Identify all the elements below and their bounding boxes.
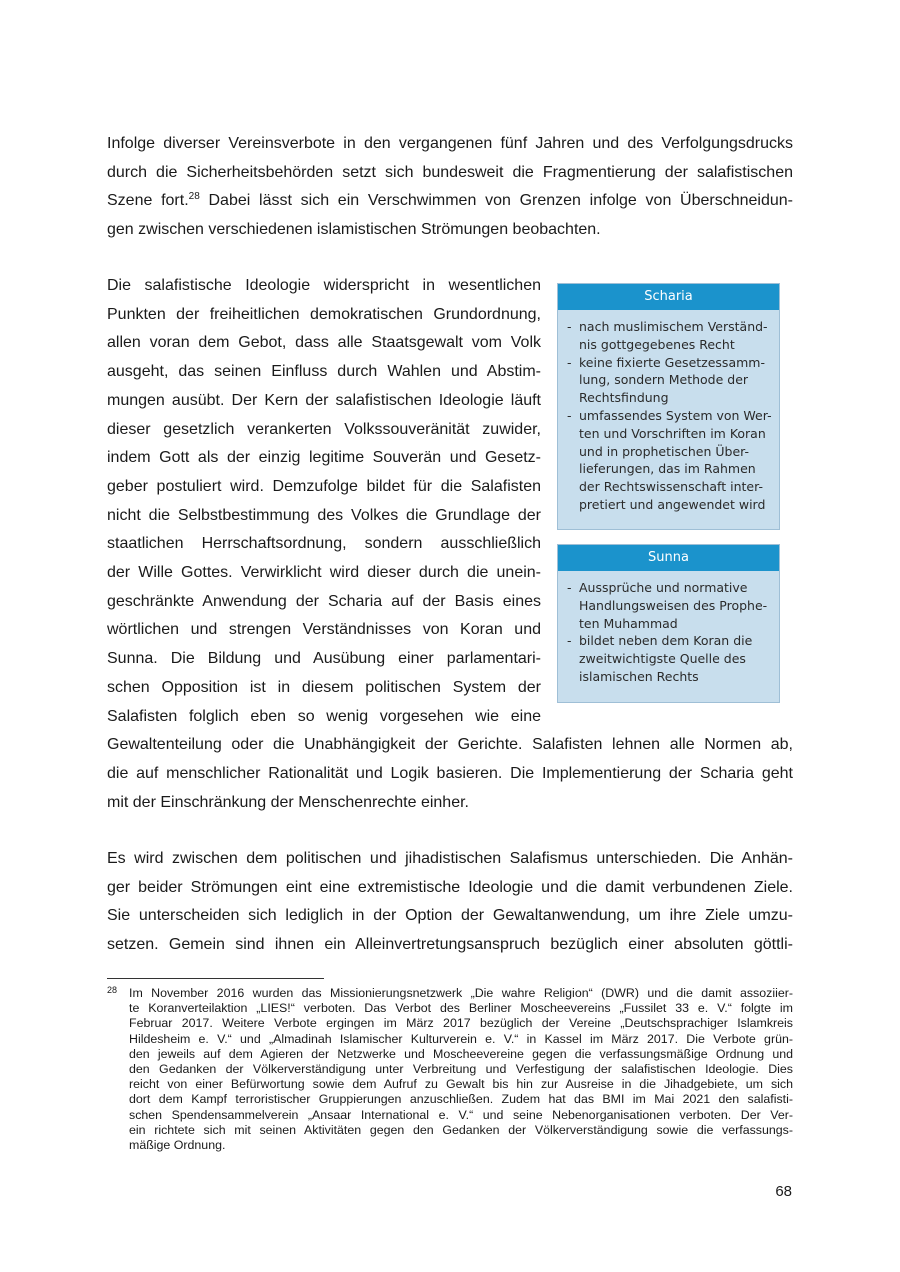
text-line: setzen. Gemein sind ihnen ein Alleinvertretungsanspruch bezüglich einer absoluten göttli- [107, 936, 793, 954]
page-number: 68 [775, 1183, 792, 1200]
text-line: nicht die Selbstbestimmung des Volkes die Grundlage der [107, 506, 541, 524]
footnote-separator [107, 978, 324, 979]
infobox-scharia [557, 283, 780, 530]
infobox-sunna [557, 544, 780, 703]
text-line: durch die Sicherheitsbehörden setzt sich bundesweit die Fragmentierung der salafistischen [107, 163, 793, 181]
text-line: mungen ausübt. Der Kern der salafistischen Ideologie läuft [107, 391, 541, 409]
list-item: - Aussprüche und normative Handlungsweisen des Prophe- ten Muhammad [566, 579, 773, 632]
paragraph-fragmentierung [107, 130, 793, 245]
text-line: staatlichen Herrschaftsordnung, sondern ausschließlich [107, 535, 541, 553]
text-line: schen Opposition ist in diesem politischen System der [107, 678, 541, 696]
list-item: - umfassendes System von Wer- ten und Vorschriften im Koran und in prophetischen Über- lieferungen, das im Rahmen der Rechtswissenschaft inter- pretiert und angewendet wird [566, 407, 773, 514]
text-line: Punkten der freiheitlichen demokratischen Grundordnung, [107, 305, 541, 323]
list-item: - nach muslimischem Verständ- nis gottgegebenes Recht [566, 318, 773, 354]
text-line: Sie unterscheiden sich lediglich in der Option der Gewaltanwendung, um ihre Ziele umzu- [107, 907, 793, 925]
text-line: ger beider Strömungen eint eine extremistische Ideologie und die damit verbundenen Ziele. [107, 878, 793, 896]
text-line: Infolge diverser Vereinsverbote in den vergangenen fünf Jahren und des Verfolgungsdrucks [107, 135, 793, 152]
text-line: der Wille Gottes. Verwirklicht wird dieser durch die unein- [107, 564, 541, 582]
text-line: geschränkte Anwendung der Scharia auf der Basis eines [107, 592, 541, 610]
text-line: Salafisten folglich eben so wenig vorgesehen wie eine [107, 707, 541, 725]
text-line: die auf menschlicher Rationalität und Logik basieren. Die Implementierung der Scharia geht [107, 764, 793, 782]
text-line: mit der Einschränkung der Menschenrechte einher. [107, 793, 469, 811]
footnote-number: 28 [107, 985, 118, 995]
paragraph-salafismus-stroemungen [107, 845, 793, 960]
text-line: ausgeht, das seinen Einfluss durch Wahlen und Abstim- [107, 363, 541, 381]
text-line: allen voran dem Gebot, dass alle Staatsgewalt vom Volk [107, 334, 541, 352]
text-line: indem Gott als der einzig legitime Souverän und Gesetz- [107, 449, 541, 467]
text-line: dieser gesetzlich verankerten Volkssouveränität zuwider, [107, 420, 541, 438]
text-line: geber postuliert wird. Demzufolge bildet für die Salafisten [107, 477, 541, 495]
list-item: - bildet neben dem Koran die zweitwichtigste Quelle des islamischen Rechts [566, 632, 773, 685]
text-line: Gewaltenteilung oder die Unabhängigkeit der Gerichte. Salafisten lehnen alle Normen ab, [107, 736, 793, 754]
text-line: Szene fort.$^{28}$ Dabei lässt sich ein Verschwimmen von Grenzen infolge von Überschneidun- [107, 191, 794, 210]
text-line: wörtlichen und strengen Verständnisses von Koran und [107, 621, 541, 639]
text-line: Die salafistische Ideologie widerspricht in wesentlichen [107, 277, 541, 294]
infobox-title: Scharia [558, 284, 779, 310]
footnote-reference[interactable]: 28 [188, 191, 200, 203]
text-line: Sunna. Die Bildung und Ausübung einer parlamentari- [107, 650, 541, 668]
infobox-title: Sunna [558, 545, 779, 571]
text-line: gen zwischen verschiedenen islamistischen Strömungen beobachten. [107, 221, 601, 239]
infobox-list [558, 571, 779, 692]
text-line: Es wird zwischen dem politischen und jihadistischen Salafismus unterschieden. Die Anhän- [107, 850, 793, 867]
footnote-text: Im November 2016 wurden das Missionierungsnetzwerk „Die wahre Religion“ (DWR) und die damit assoziier- te Koranverteilaktion „LIES!“ verboten. Das Verbot des Berliner Moscheevereins „Fussilet 33 e. V.“ folgte im Februar 2017. Weitere Verbote ergingen im März 2017 bezüglich der Vereine „Deutschsprachiger Islamkreis Hildesheim e. V.“ und „Almadinah Islamischer Kulturverein e. V.“ in Kassel im März 2017. Die Verbote grün- den jeweils auf dem Agieren der Netzwerke und Moscheevereine gegen die verfassungsmäßige Ordnung und den Gedanken der Völkerverständigung unter Verbreitung und Verfestigung der salafistischen Ideologie. Dies reicht von einer Befürwortung sowie dem Aufruf zu Gewalt bis hin zur Ausreise in die Jihadgebiete, um sich dort dem Kampf terroristischer Gruppierungen anzuschließen. Zudem hat das BMI im Mai 2021 den salafisti- schen Spendensammelverein „Ansaar International e. V.“ und seine Nebenorganisationen verboten. Der Ver- ein richtete sich mit seinen Aktivitäten gegen den Gedanken der Völkerverständigung sowie die verfassungs- mäßige Ordnung. [129, 986, 793, 1153]
list-item: - keine fixierte Gesetzessamm- lung, sondern Methode der Rechtsfindung [566, 354, 773, 407]
footnote-28 [107, 986, 793, 1153]
infobox-list [558, 310, 779, 520]
